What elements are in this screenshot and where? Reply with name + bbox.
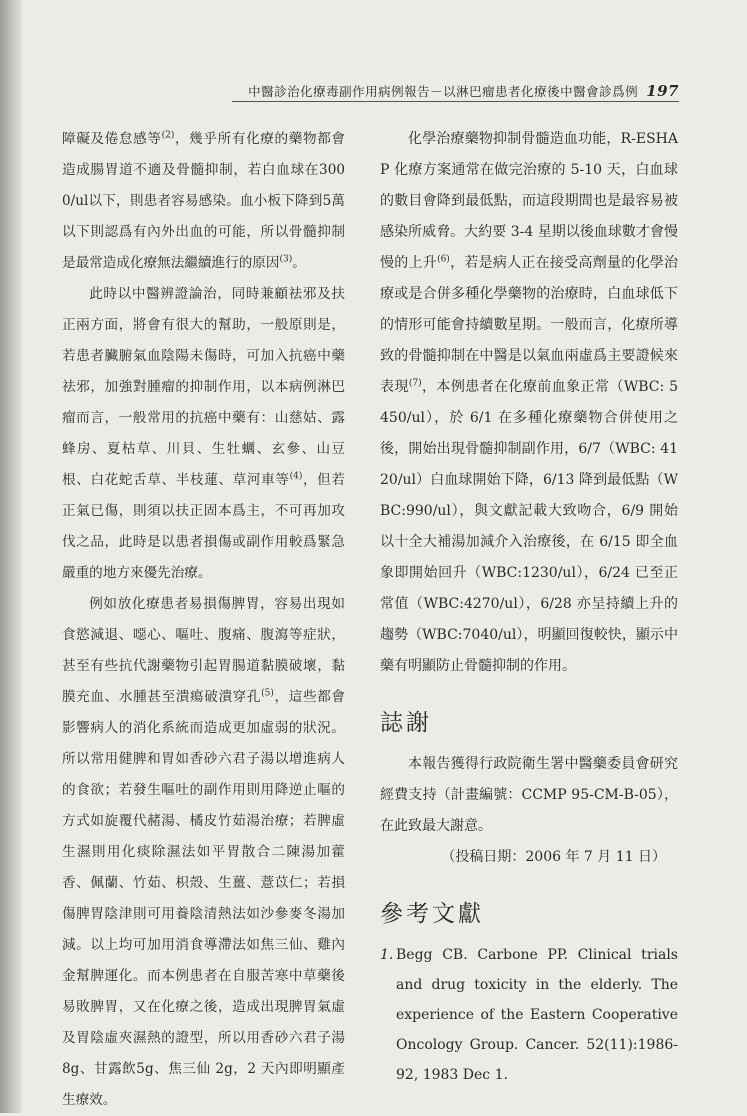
citation-superscript: (5) — [261, 688, 274, 699]
reference-text: Begg CB. Carbone PP. Clinical trials and drug toxicity in the elderly. The experience of the Eastern Cooperative Oncology Group. Cancer. 52(11):1986-92, 1983 Dec 1. — [396, 947, 678, 1083]
page-gutter-shadow — [0, 0, 22, 1113]
running-header — [232, 82, 679, 100]
submission-date: （投稿日期：2006 年 7 月 11 日） — [441, 849, 666, 865]
right-paragraph-1: 化學治療藥物抑制骨髓造血功能，R-ESHAP 化療方案通常在做完治療的 5-10 天，白血球的數目會降到最低點，而這段期間也是最容易被感染所威脅。大約要 3-4 星期以後血球數才會慢慢的上升$^{(6)}$，若是病人正在接受高劑量的化學治療或是合併多種化學藥物的治療時，白血球低下的情形可能會持續數星期。一般而言，化療所導致的骨髓抑制在中醫是以氣血兩虛爲主要證候來表現$^{(7)}$，本例患者在化療前血象正常（WBC: 5450/ul），於 6/1 在多種化療藥物合併使用之後，開始出現骨髓抑制副作用，6/7（WBC: 4120/ul）白血球開始下降，6/13 降到最低點（WBC:990/ul），與文獻記載大致吻合，6/9 開始以十全大補湯加減介入治療後，在 6/15 即全血象即開始回升（WBC:1230/ul），6/24 已至正常值（WBC:4270/ul），6/28 亦呈持續上升的趨勢（WBC:7040/ul），明顯回復較快，顯示中藥有明顯防止骨髓抑制的作用。 — [380, 131, 679, 674]
left-paragraph-1: 障礙及倦怠感等$^{(2)}$，幾乎所有化療的藥物都會造成腸胃道不適及骨髓抑制，若白血球在3000/ul以下，則患者容易感染。血小板下降到5萬以下則認爲有內外出血的可能，所以骨髓抑制是最常造成化療無法繼續進行的原因$^{(3)}$。 — [62, 130, 346, 271]
citation-superscript: (3) — [279, 254, 293, 265]
running-title: 中醫診治化療毒副作用病例報告－以淋巴瘤患者化療後中醫會診爲例 — [248, 84, 639, 99]
right-column — [380, 124, 678, 1090]
citation-superscript: (4) — [289, 471, 303, 482]
acknowledgement-heading: 誌謝 — [380, 710, 432, 736]
citation-superscript: (7) — [408, 378, 422, 389]
citation-superscript: (2) — [161, 130, 175, 141]
reference-item — [380, 940, 678, 1090]
references-heading: 參考文獻 — [380, 901, 484, 927]
page-number: 197 — [646, 82, 679, 100]
reference-number: 1. — [380, 947, 394, 963]
left-paragraph-3: 例如放化療患者易損傷脾胃，容易出現如食慾減退、噁心、嘔吐、腹痛、腹瀉等症狀，甚至有些抗代謝藥物引起胃腸道黏膜破壞，黏膜充血、水腫甚至潰瘍破潰穿孔$^{(5)}$，這些都會影響病人的消化系統而造成更加虛弱的狀況。所以常用健脾和胃如香砂六君子湯以增進病人的食欲；若發生嘔吐的副作用則用降逆止嘔的方式如旋覆代赭湯、橘皮竹茹湯治療；若脾虛生濕則用化痰除濕法如平胃散合二陳湯加藿香、佩蘭、竹茹、枳殼、生薑、薏苡仁；若損傷脾胃陰津則可用養陰清熱法如沙參麥冬湯加減。以上均可加用消食導滯法如焦三仙、雞內金幫脾運化。而本例患者在自服苦寒中草藥後易敗脾胃，又在化療之後，造成出現脾胃氣虛及胃陰虛夾濕熱的證型，所以用香砂六君子湯 8g、甘露飲5g、焦三仙 2g，2 天內即明顯產生療效。 — [62, 596, 346, 1108]
acknowledgement-text: 本報告獲得行政院衛生署中醫藥委員會研究經費支持（計畫編號：CCMP 95-CM-B-05），在此致最大謝意。 — [380, 756, 678, 834]
left-paragraph-2: 此時以中醫辨證論治，同時兼顧祛邪及扶正兩方面，將會有很大的幫助，一般原則是，若患者臟腑氣血陰陽未傷時，可加入抗癌中藥祛邪，加強對腫瘤的抑制作用，以本病例淋巴瘤而言，一般常用的抗癌中藥有：山慈姑、露蜂房、夏枯草、川貝、生牡蠣、玄參、山豆根、白花蛇舌草、半枝蓮、草河車等$^{(4)}$，但若正氣已傷，則須以扶正固本爲主，不可再加攻伐之品，此時是以患者損傷或副作用較爲緊急嚴重的地方來優先治療。 — [62, 286, 345, 581]
citation-superscript: (6) — [437, 254, 450, 265]
left-column — [62, 124, 345, 1116]
header-rule — [232, 101, 679, 102]
